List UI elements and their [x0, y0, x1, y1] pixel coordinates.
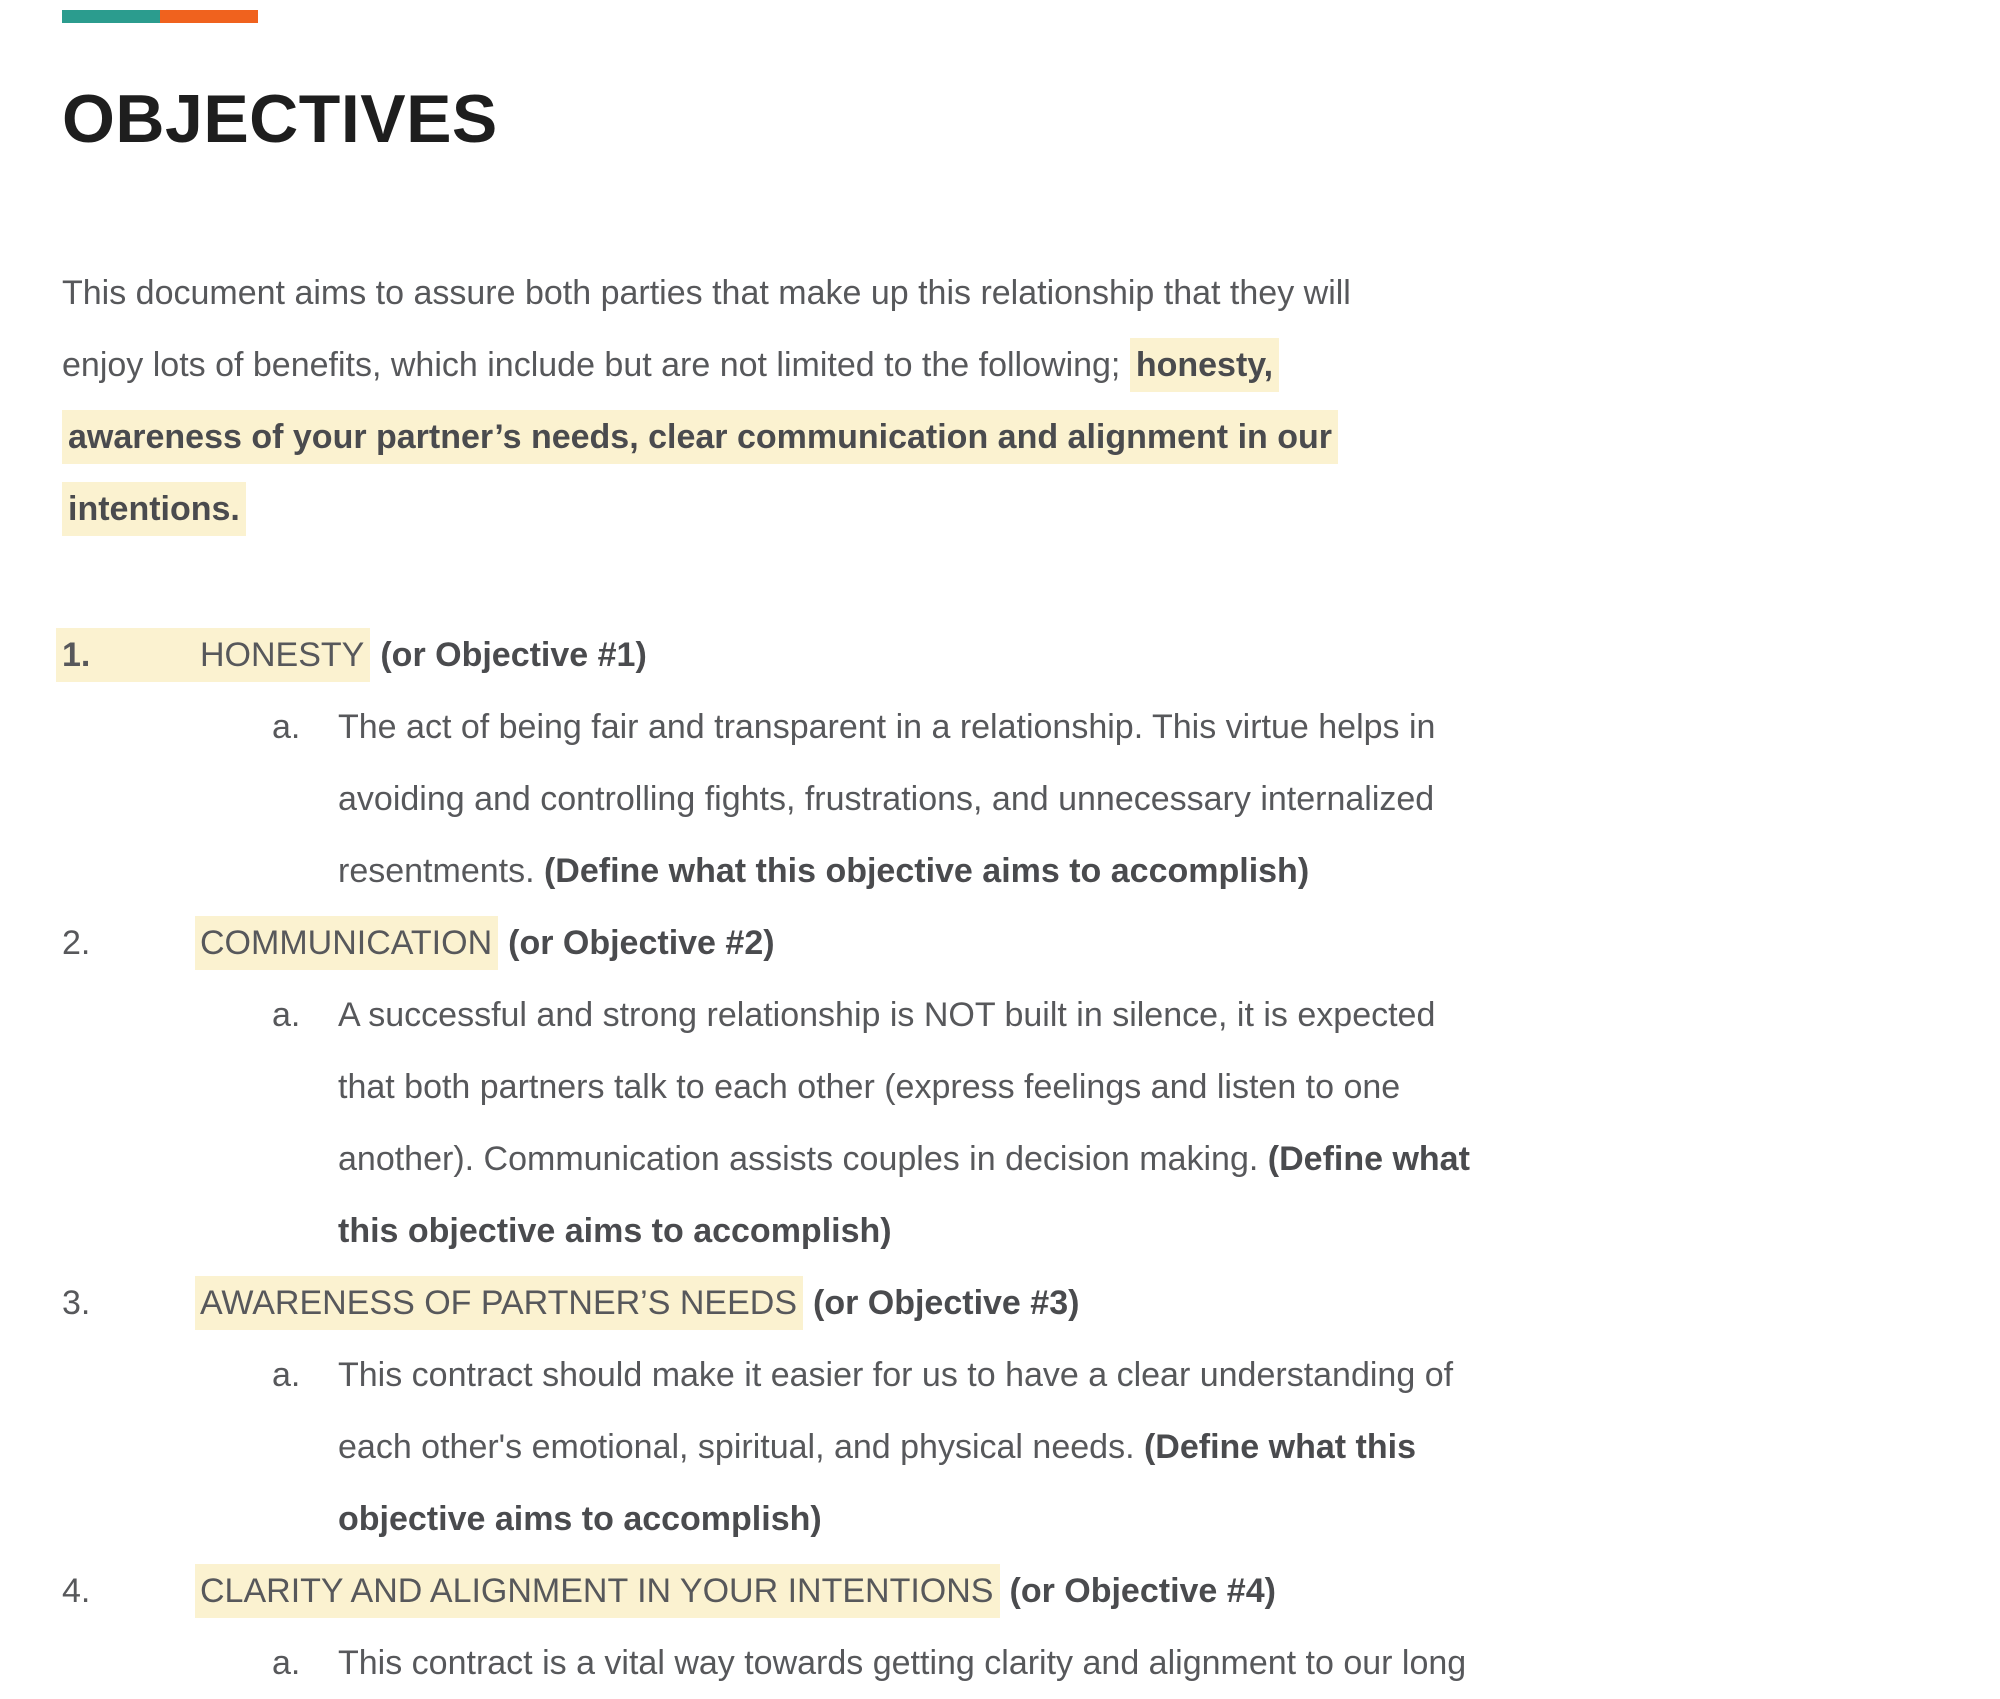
description-text: A successful and strong relationship is NOT built in silence, it is expected: [338, 996, 1436, 1034]
description-text: resentments.: [338, 852, 544, 890]
intro-text: This document aims to assure both parties that make up this relationship that they will: [62, 274, 1351, 312]
description-text: This contract should make it easier for us to have a clear understanding of: [338, 1356, 1454, 1394]
divider-orange-segment: [160, 10, 258, 23]
description-text: avoiding and controlling fights, frustrations, and unnecessary internalized: [338, 780, 1435, 818]
description-bold-text: this objective aims to accomplish): [338, 1212, 892, 1250]
objective-1-description: [338, 691, 1435, 907]
objective-1-highlight: [56, 628, 370, 682]
description-bold-text: (Define what: [1267, 1140, 1470, 1178]
intro-line-1: [62, 257, 2000, 329]
objective-3-suffix: (or Objective #3): [813, 1284, 1080, 1322]
description-text: another). Communication assists couples in decision making.: [338, 1140, 1268, 1178]
description-text: each other's emotional, spiritual, and physical needs.: [338, 1428, 1144, 1466]
objective-1-sub-item: [272, 691, 2000, 907]
description-text: that both partners talk to each other (express feelings and listen to one: [338, 1068, 1401, 1106]
objective-4-description: [338, 1627, 1466, 1699]
objective-2-term: COMMUNICATION: [195, 916, 498, 970]
objective-4-sub-label: a.: [272, 1644, 301, 1682]
objective-2-number: 2.: [62, 924, 91, 962]
intro-paragraph: [62, 257, 2000, 545]
objective-3-sub-item: [272, 1339, 2000, 1555]
description-bold-text: objective aims to accomplish): [338, 1500, 822, 1538]
objective-3-term: AWARENESS OF PARTNER’S NEEDS: [195, 1276, 803, 1330]
intro-text: enjoy lots of benefits, which include but are not limited to the following;: [62, 346, 1130, 384]
objective-1-term: HONESTY: [200, 636, 365, 674]
objective-2-sub-item: [272, 979, 2000, 1267]
objective-3-sub-label: a.: [272, 1356, 301, 1394]
intro-highlighted-text: honesty,: [1130, 338, 1279, 392]
objective-3-description: [338, 1339, 1453, 1555]
divider-bar: [62, 10, 258, 23]
objective-1-number: 1.: [62, 636, 91, 674]
divider-teal-segment: [62, 10, 160, 23]
objective-3-heading: [62, 1267, 2000, 1339]
objective-4-suffix: (or Objective #4): [1009, 1572, 1276, 1610]
intro-line-2: [62, 329, 2000, 401]
objective-3-number: 3.: [62, 1284, 91, 1322]
objective-1-suffix: (or Objective #1): [380, 636, 647, 674]
intro-highlighted-text: awareness of your partner’s needs, clear communication and alignment in our: [62, 410, 1338, 464]
objective-4-number: 4.: [62, 1572, 91, 1610]
description-bold-text: (Define what this objective aims to accomplish): [543, 852, 1310, 890]
description-text: This contract is a vital way towards getting clarity and alignment to our long: [338, 1644, 1467, 1682]
intro-highlighted-text: intentions.: [62, 482, 246, 536]
intro-line-4: [62, 473, 2000, 545]
objective-2-sub-label: a.: [272, 996, 301, 1034]
description-text: The act of being fair and transparent in a relationship. This virtue helps in: [338, 708, 1436, 746]
objectives-list: [62, 619, 2000, 1699]
objective-2-suffix: (or Objective #2): [508, 924, 775, 962]
objective-1-sub-label: a.: [272, 708, 301, 746]
objective-4-heading: [62, 1555, 2000, 1627]
objective-1-heading: [62, 619, 2000, 691]
objective-4-term: CLARITY AND ALIGNMENT IN YOUR INTENTIONS: [195, 1564, 1000, 1618]
intro-line-3: [62, 401, 2000, 473]
description-bold-text: (Define what this: [1143, 1428, 1416, 1466]
objective-4-sub-item: [272, 1627, 2000, 1699]
objective-2-heading: [62, 907, 2000, 979]
objective-2-description: [338, 979, 1470, 1267]
page-title: OBJECTIVES: [62, 81, 498, 157]
